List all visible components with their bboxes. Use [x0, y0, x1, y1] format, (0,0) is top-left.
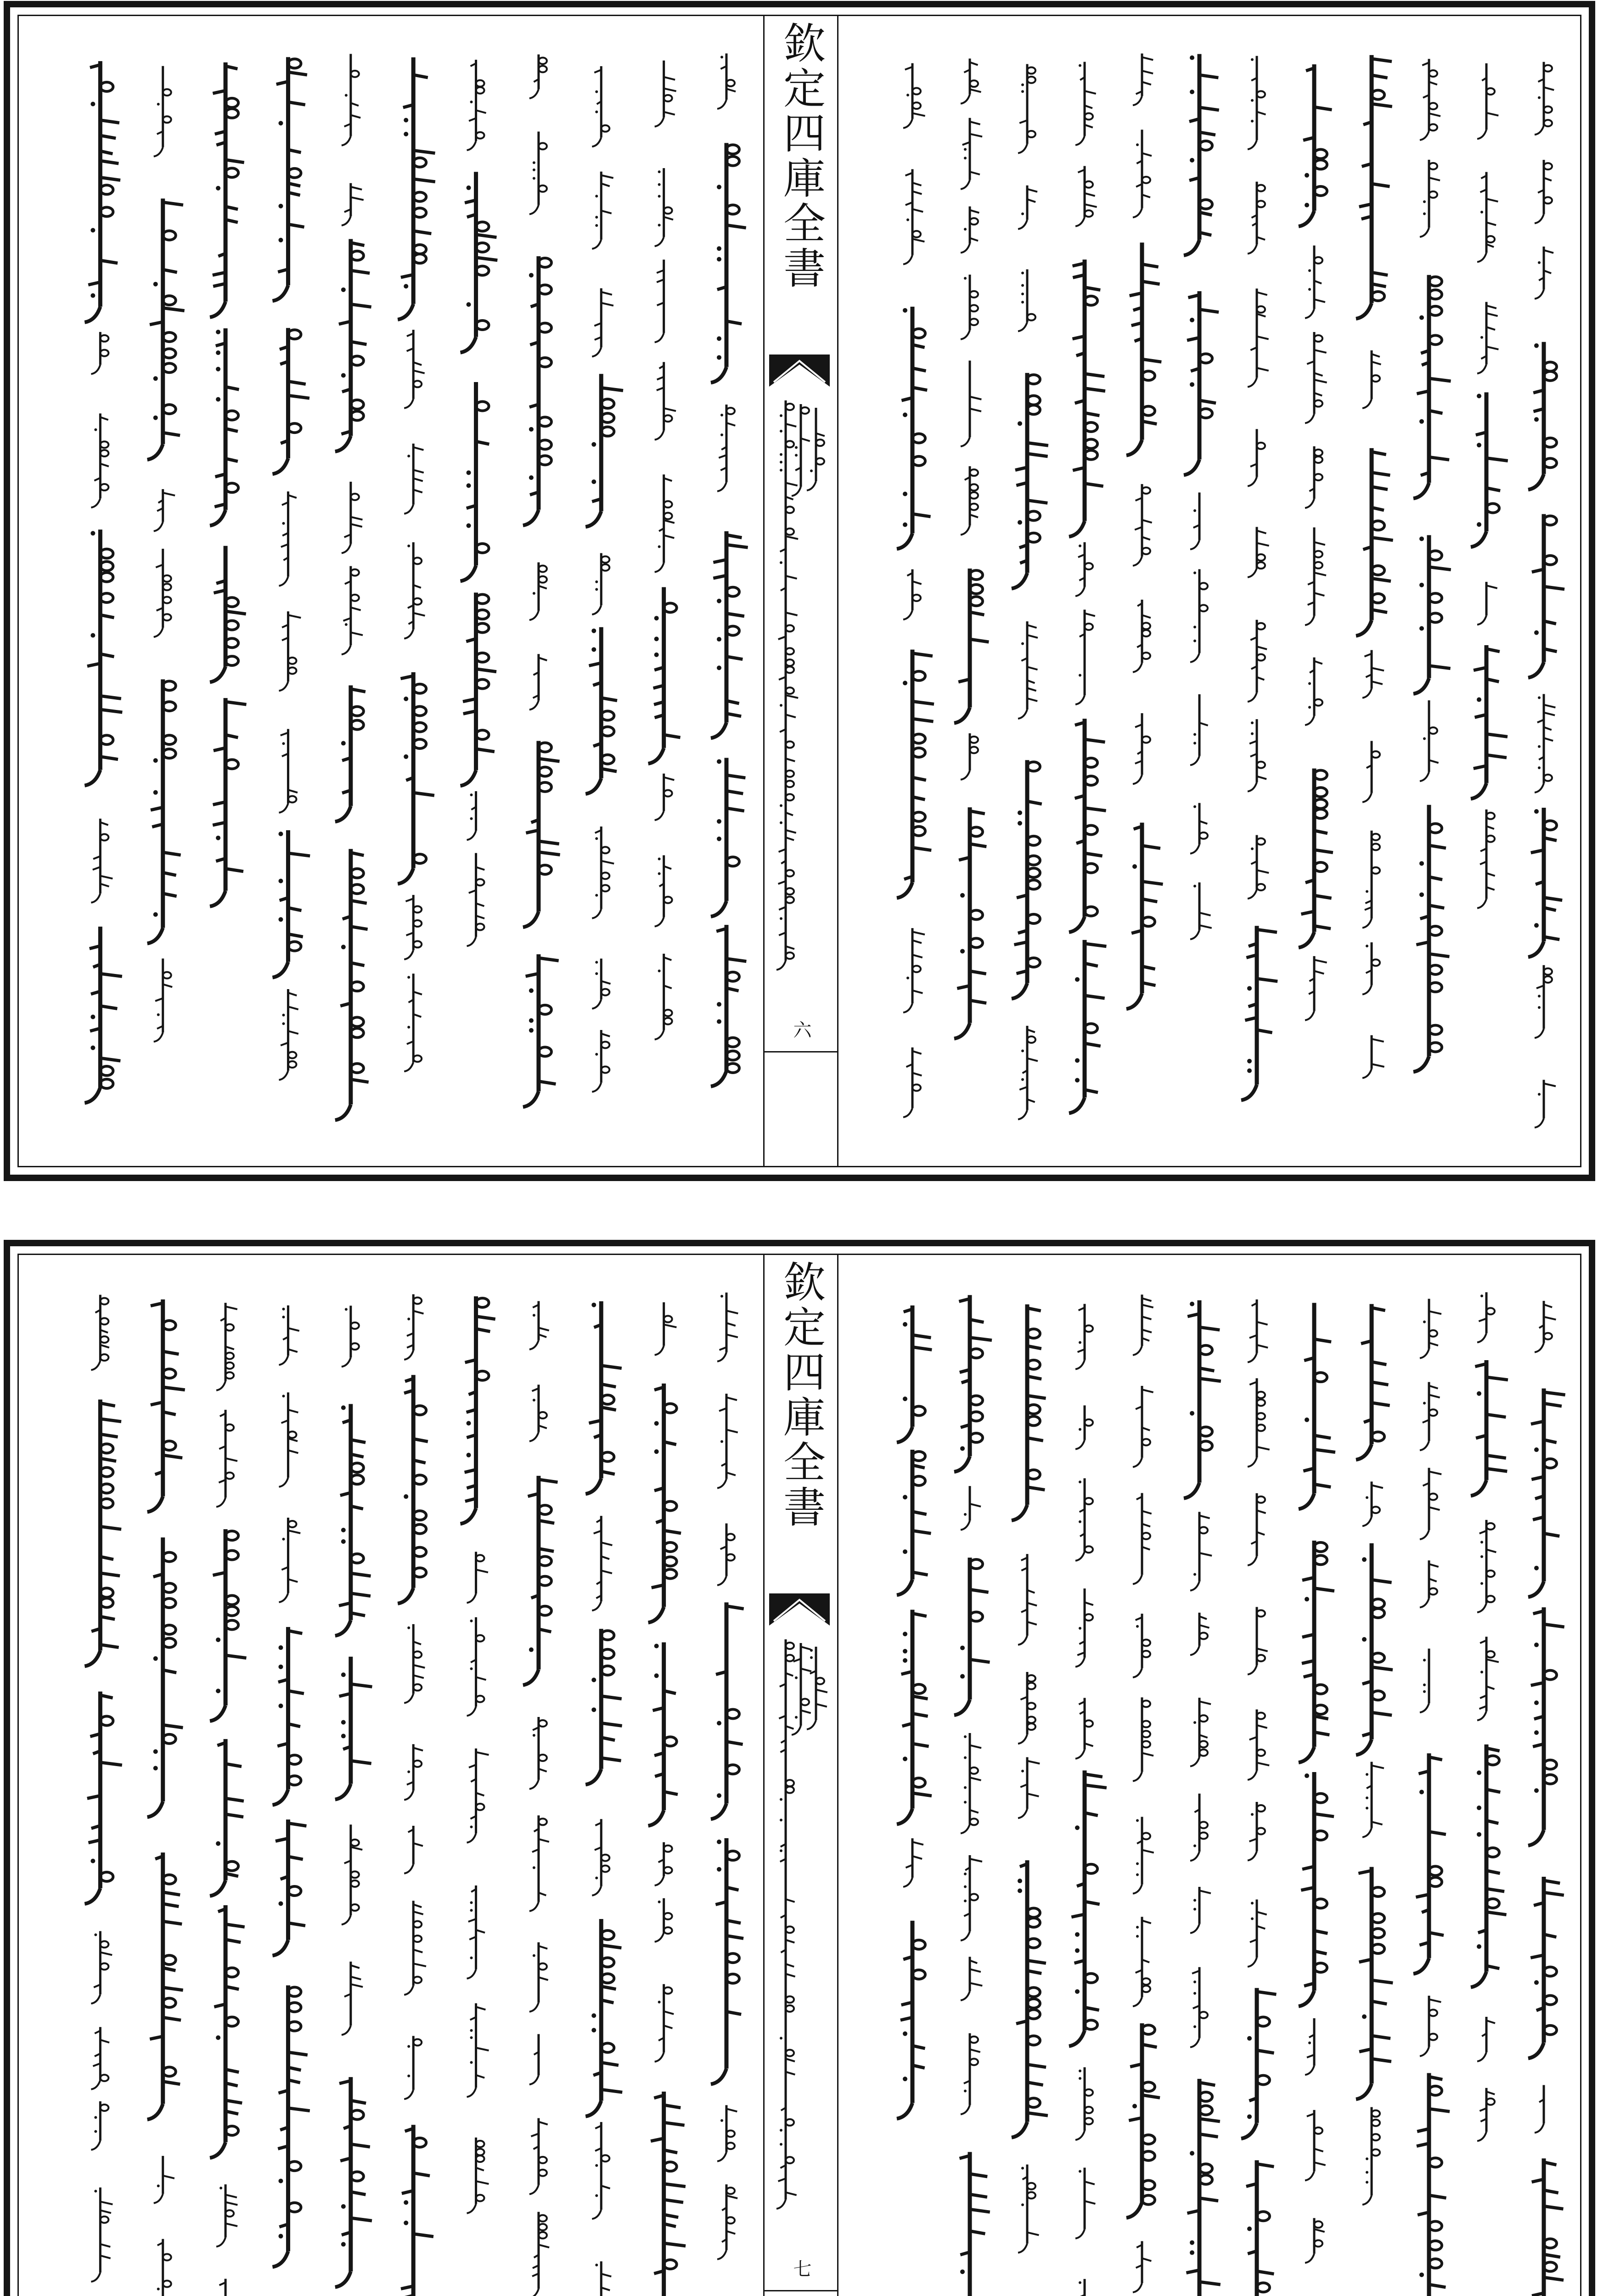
fold-divider — [765, 2290, 837, 2291]
right-page-text — [846, 35, 1571, 1146]
left-page-text — [28, 1274, 754, 2296]
right-page-text — [846, 1274, 1571, 2296]
fold-divider — [765, 1051, 837, 1052]
fold-manchu-caption — [765, 1635, 837, 2213]
manchu-text-columns — [28, 35, 754, 1146]
fish-tail-ornament-icon — [769, 355, 830, 387]
manchu-text-columns — [28, 1274, 754, 2296]
manchu-text-columns — [846, 35, 1571, 1146]
left-page-text — [28, 35, 754, 1146]
page-spread-top — [4, 1, 1595, 1181]
fold-caption-glyphs — [765, 396, 837, 974]
manchu-text-columns — [846, 1274, 1571, 2296]
fold-page-number: 七 — [790, 2259, 811, 2278]
fold-title: 欽定四庫全書 — [776, 21, 826, 291]
center-fold — [763, 1254, 838, 2296]
fish-tail-ornament-icon — [769, 1593, 830, 1626]
page-spread-bottom — [4, 1240, 1595, 2296]
center-fold — [763, 15, 838, 1167]
fold-caption-glyphs — [765, 1635, 837, 2213]
fold-title: 欽定四庫全書 — [776, 1260, 826, 1530]
fold-page-number: 六 — [790, 1020, 811, 1039]
fold-manchu-caption — [765, 396, 837, 974]
